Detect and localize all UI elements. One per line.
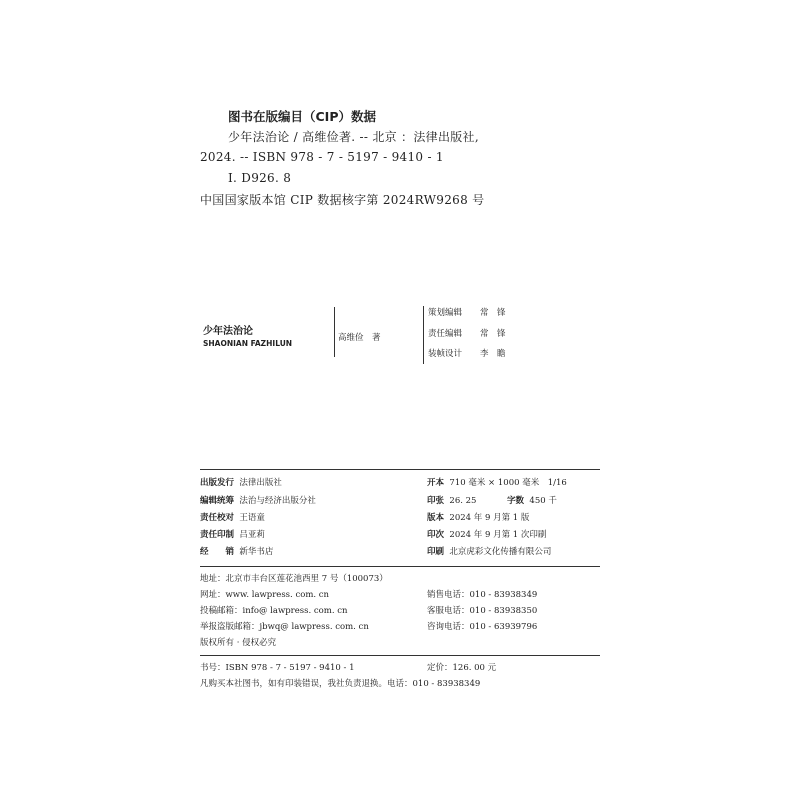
edition-label: 版本 (427, 513, 445, 523)
edition-value: 2024 年 9 月第 1 版 (449, 513, 530, 523)
price: 定价：126. 00 元 (427, 663, 497, 673)
editor-role: 装帧设计 (428, 349, 463, 359)
words-label: 字数 (507, 496, 525, 506)
proofreader-row (200, 511, 265, 523)
proofreader-label: 责任校对 (200, 513, 235, 523)
book-pinyin-title: SHAONIAN FAZHILUN (203, 339, 293, 348)
printer-label: 印刷 (427, 547, 445, 557)
editor-row (428, 347, 506, 359)
printer-row (427, 545, 551, 557)
editorial-label: 编辑统筹 (200, 496, 235, 506)
editor-row (428, 327, 506, 339)
cip-line-3: Ⅰ. D926. 8 (228, 171, 292, 185)
service-phone: 客服电话：010 - 83938350 (427, 606, 538, 616)
printing-value: 2024 年 9 月第 1 次印刷 (449, 530, 547, 540)
sheets-row (427, 494, 476, 506)
editor-row (428, 306, 506, 318)
copyright-notice: 版权所有 · 侵权必究 (200, 638, 277, 648)
book-title: 少年法治论 (203, 326, 253, 337)
isbn-line: 书号：ISBN 978 - 7 - 5197 - 9410 - 1 (200, 663, 355, 673)
submission-email: 投稿邮箱：info@ lawpress. com. cn (200, 606, 348, 616)
contact-top-rule (200, 566, 600, 567)
distributor-label: 经 销 (200, 547, 235, 557)
cip-line-2: 2024. -- ISBN 978 - 7 - 5197 - 9410 - 1 (200, 150, 444, 164)
printing-label: 印次 (427, 530, 445, 540)
publisher-row (200, 476, 282, 488)
title-divider-right (423, 306, 424, 364)
editor-name: 常 锋 (480, 329, 506, 339)
proofreader-value: 王语童 (239, 513, 265, 523)
cip-line-1: 少年法治论 / 高维俭著. -- 北京 ：法律出版社, (228, 130, 479, 144)
inquiry-phone: 咨询电话：010 - 63939796 (427, 622, 538, 632)
piracy-report-email: 举报盗版邮箱：jbwq@ lawpress. com. cn (200, 622, 369, 632)
distributor-value: 新华书店 (239, 547, 274, 557)
edition-row (427, 511, 529, 523)
format-label: 开本 (427, 478, 445, 488)
address: 地址：北京市丰台区莲花池西里 7 号（100073） (200, 574, 388, 584)
editor-role: 责任编辑 (428, 329, 463, 339)
print-manager-value: 吕亚莉 (239, 530, 265, 540)
print-manager-label: 责任印制 (200, 530, 235, 540)
cip-line-4: 中国国家版本馆 CIP 数据核字第 2024RW9268 号 (200, 193, 485, 207)
editorial-row (200, 494, 316, 506)
book-author: 高维俭 著 (338, 333, 381, 343)
website: 网址：www. lawpress. com. cn (200, 590, 330, 600)
editor-name: 李 瞻 (480, 349, 506, 359)
publisher-label: 出版发行 (200, 478, 235, 488)
sales-phone: 销售电话：010 - 83938349 (427, 590, 538, 600)
editorial-value: 法治与经济出版分社 (239, 496, 316, 506)
editor-role: 策划编辑 (428, 308, 463, 318)
publisher-value: 法律出版社 (239, 478, 282, 488)
title-divider-left (334, 307, 335, 357)
format-value: 710 毫米 × 1000 毫米 1/16 (449, 478, 567, 488)
cip-title: 图书在版编目（CIP）数据 (228, 109, 376, 124)
editor-name: 常 锋 (480, 308, 506, 318)
printer-value: 北京虎彩文化传播有限公司 (449, 547, 552, 557)
sheets-value: 26. 25 (449, 496, 477, 506)
words-row (507, 494, 557, 506)
print-manager-row (200, 528, 265, 540)
printing-row (427, 528, 546, 540)
return-notice: 凡购买本社图书，如有印装错误，我社负责退换。电话：010 - 83938349 (200, 679, 481, 689)
footer-top-rule (200, 655, 600, 656)
sheets-label: 印张 (427, 496, 445, 506)
format-row (427, 476, 567, 488)
distributor-row (200, 545, 273, 557)
words-value: 450 千 (529, 496, 557, 506)
publishing-top-rule (200, 469, 600, 470)
